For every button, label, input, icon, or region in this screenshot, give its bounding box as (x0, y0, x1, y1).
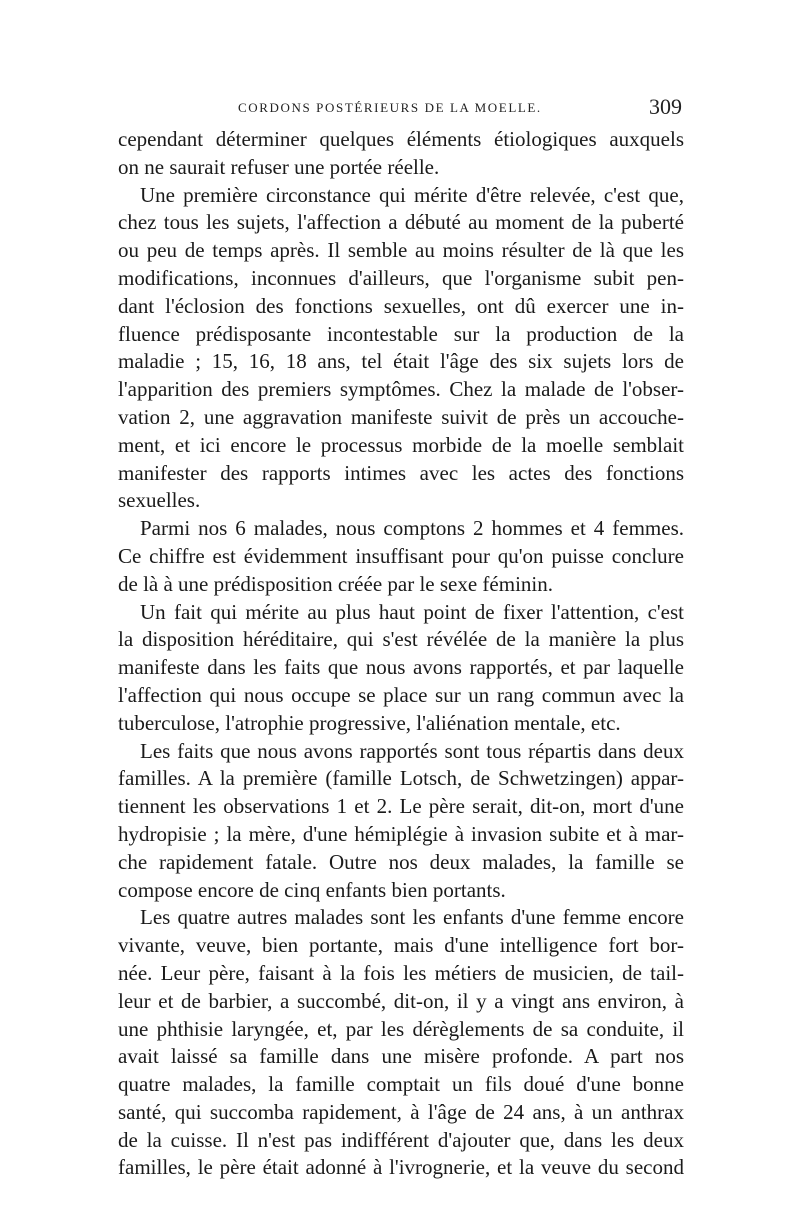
text-line: Les quatre autres malades sont les enfants d'une femme encore (140, 905, 684, 930)
text-line: l'affection qui nous occupe se place sur un rang commun avec la (118, 682, 684, 707)
text-line: leur et de barbier, a succombé, dit-on, il y a vingt ans environ, à (118, 988, 684, 1013)
text-line: maladie ; 15, 16, 18 ans, tel était l'âge des six sujets lors de (118, 349, 684, 374)
text-line: Parmi nos 6 malades, nous comptons 2 hommes et 4 femmes. (140, 516, 684, 541)
text-line: l'apparition des premiers symptômes. Chez la malade de l'obser- (118, 377, 684, 402)
text-line: compose encore de cinq enfants bien portants. (118, 877, 506, 902)
text-line: de là à une prédisposition créée par le sexe féminin. (118, 571, 553, 596)
text-line: hydropisie ; la mère, d'une hémiplégie à invasion subite et à mar- (118, 821, 684, 846)
text-line: che rapidement fatale. Outre nos deux malades, la famille se (118, 849, 684, 874)
text-line: avait laissé sa famille dans une misère profonde. A part nos (118, 1044, 684, 1069)
text-line: tiennent les observations 1 et 2. Le père serait, dit-on, mort d'une (118, 794, 684, 819)
text-line: ment, et ici encore le processus morbide de la moelle semblait (118, 432, 684, 457)
text-line: dant l'éclosion des fonctions sexuelles, ont dû exercer une in- (118, 293, 684, 318)
text-line: modifications, inconnues d'ailleurs, que l'organisme subit pen- (118, 265, 684, 290)
body-text (118, 126, 684, 1182)
page-number: 309 (649, 94, 682, 119)
text-line: on ne saurait refuser une portée réelle. (118, 154, 440, 179)
text-line: Ce chiffre est évidemment insuffisant pour qu'on puisse conclure (118, 543, 684, 568)
text-line: sexuelles. (118, 488, 201, 513)
text-line: manifester des rapports intimes avec les actes des fonctions (118, 460, 684, 485)
text-line: Les faits que nous avons rapportés sont tous répartis dans deux (140, 738, 684, 763)
page-header (118, 94, 684, 124)
text-line: quatre malades, la famille comptait un fils doué d'une bonne (118, 1072, 684, 1097)
text-line: chez tous les sujets, l'affection a débuté au moment de la puberté (118, 210, 684, 235)
text-line: la disposition héréditaire, qui s'est révélée de la manière la plus (118, 627, 684, 652)
text-line: née. Leur père, faisant à la fois les métiers de musicien, de tail- (118, 960, 684, 985)
text-line: santé, qui succomba rapidement, à l'âge de 24 ans, à un anthrax (118, 1099, 684, 1124)
text-line: vivante, veuve, bien portante, mais d'une intelligence fort bor- (118, 933, 684, 958)
text-line: cependant déterminer quelques éléments étiologiques auxquels (118, 127, 684, 151)
text-line: tuberculose, l'atrophie progressive, l'aliénation mentale, etc. (118, 710, 621, 735)
text-line: Une première circonstance qui mérite d'être relevée, c'est que, (140, 182, 684, 207)
text-line: manifeste dans les faits que nous avons rapportés, et par laquelle (118, 655, 684, 680)
text-line: Un fait qui mérite au plus haut point de fixer l'attention, c'est (140, 599, 684, 624)
text-line: familles. A la première (famille Lotsch, de Schwetzingen) appar- (118, 766, 684, 791)
text-line: fluence prédisposante incontestable sur la production de la (118, 321, 684, 346)
text-line: de la cuisse. Il n'est pas indifférent d'ajouter que, dans les deux (118, 1127, 684, 1152)
running-head: CORDONS POSTÉRIEURS DE LA MOELLE. (238, 100, 542, 115)
text-line: familles, le père était adonné à l'ivrognerie, et la veuve du second (118, 1155, 684, 1180)
text-line: ou peu de temps après. Il semble au moins résulter de là que les (118, 238, 684, 263)
text-line: une phthisie laryngée, et, par les dérèglements de sa conduite, il (118, 1016, 684, 1041)
text-line: vation 2, une aggravation manifeste suivit de près un accouche- (118, 404, 684, 429)
